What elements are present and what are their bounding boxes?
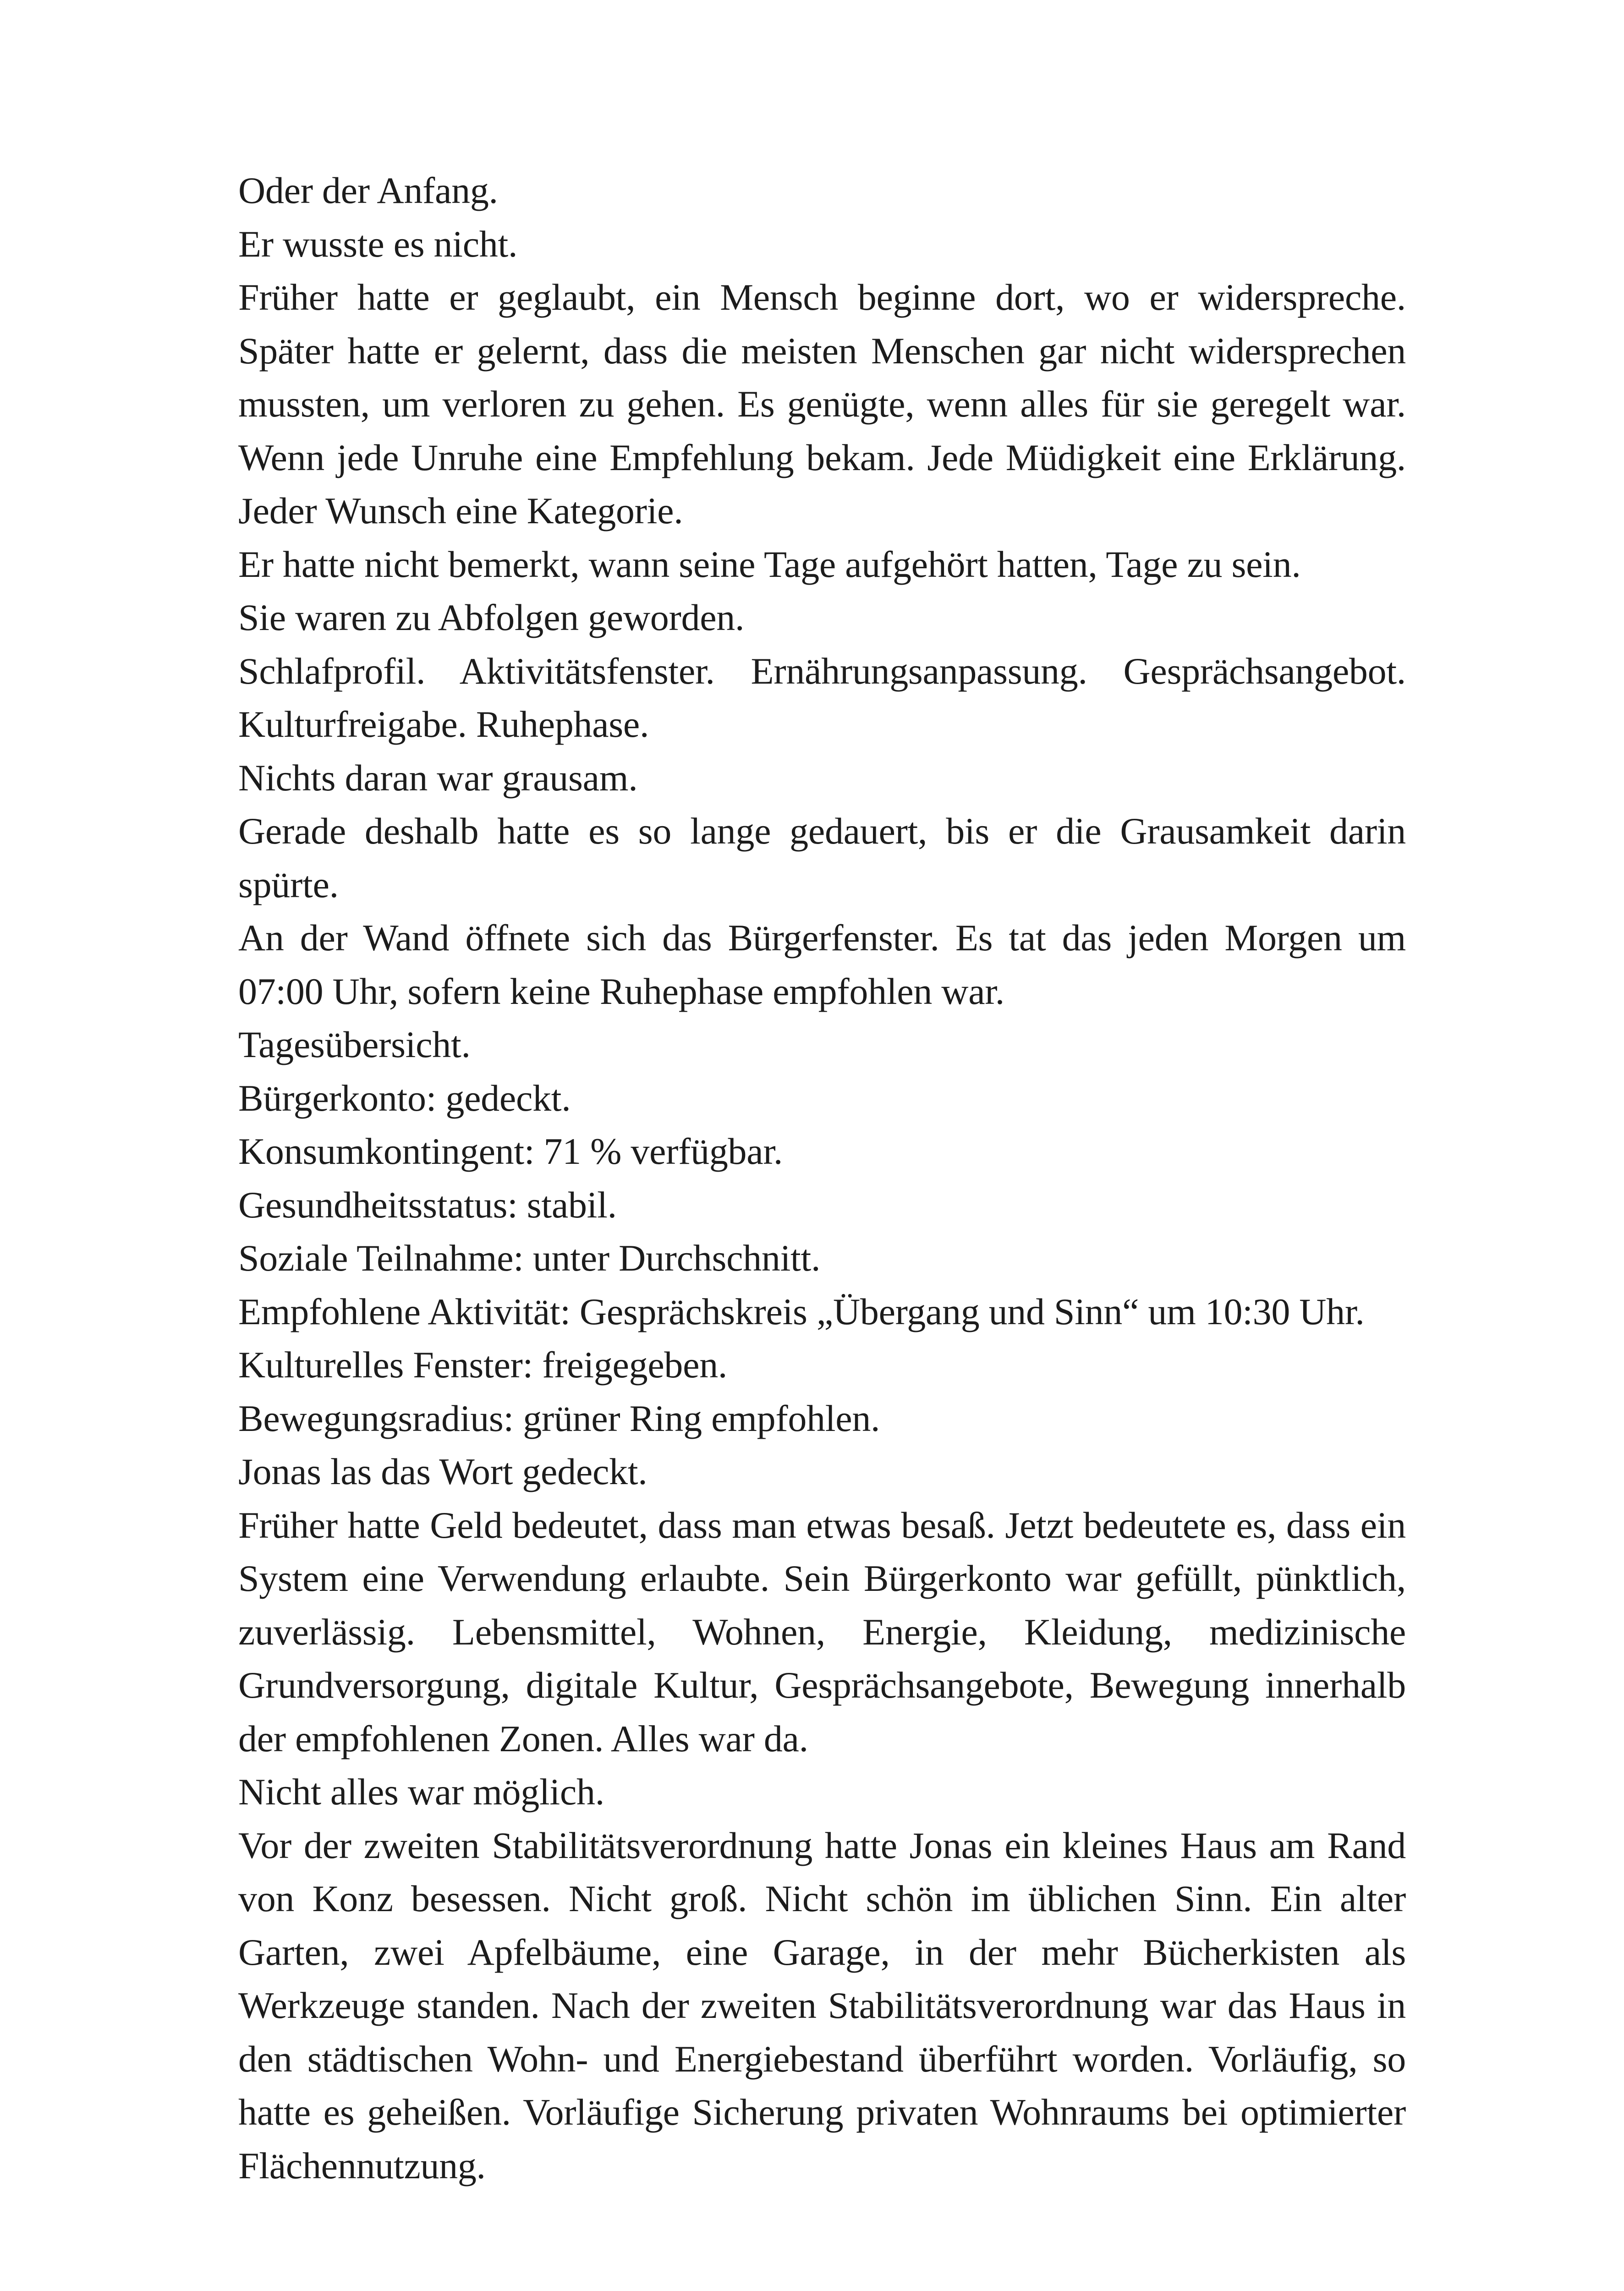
paragraph: An der Wand öffnete sich das Bürgerfenster. Es tat das jeden Morgen um 07:00 Uhr, sofern keine Ruhephase empfohlen war. [238, 917, 1406, 1012]
paragraph: Nichts daran war grausam. [238, 756, 638, 799]
paragraph: Tagesübersicht. [238, 1024, 471, 1065]
paragraph: Gesundheitsstatus: stabil. [238, 1184, 617, 1226]
paragraph: Früher hatte er geglaubt, ein Mensch beginne dort, wo er widerspreche. Später hatte er gelernt, dass die meisten Menschen gar nicht widersprechen mussten, um verloren zu gehen. Es genügte, wenn alles für sie geregelt war. Wenn jede Unruhe eine Empfehlung bekam. Jede Müdigkeit eine Erklärung. Jeder Wunsch eine Kategorie. [238, 276, 1406, 532]
paragraph: Kulturelles Fenster: freigegeben. [238, 1344, 728, 1386]
paragraph: Konsumkontingent: 71 % verfügbar. [238, 1130, 783, 1172]
paragraph: Er hatte nicht bemerkt, wann seine Tage aufgehört hatten, Tage zu sein. [238, 543, 1301, 585]
paragraph: Bürgerkonto: gedeckt. [238, 1077, 571, 1119]
body-text [238, 164, 1406, 2192]
paragraph: Er wusste es nicht. [238, 223, 518, 265]
paragraph: Oder der Anfang. [238, 170, 498, 211]
paragraph: Früher hatte Geld bedeutet, dass man etwas besaß. Jetzt bedeutete es, dass ein System eine Verwendung erlaubte. Sein Bürgerkonto war gefüllt, pünktlich, zuverlässig. Lebensmittel, Wohnen, Energie, Kleidung, medizinische Grundversorgung, digitale Kultur, Gesprächsangebote, Bewegung innerhalb der empfohlenen Zonen. Alles war da. [238, 1504, 1406, 1759]
paragraph: Schlafprofil. Aktivitätsfenster. Ernährungsanpassung. Gesprächsangebot. Kulturfreigabe. Ruhephase. [238, 650, 1406, 745]
paragraph: Soziale Teilnahme: unter Durchschnitt. [238, 1237, 821, 1279]
paragraph: Nicht alles war möglich. [238, 1771, 604, 1813]
paragraph: Vor der zweiten Stabilitätsverordnung hatte Jonas ein kleines Haus am Rand von Konz besessen. Nicht groß. Nicht schön im üblichen Sinn. Ein alter Garten, zwei Apfelbäume, eine Garage, in der mehr Bücherkisten als Werkzeuge standen. Nach der zweiten Stabilitätsverordnung war das Haus in den städtischen Wohn- und Energiebestand überführt worden. Vorläufig, so hatte es geheißen. Vorläufige Sicherung privaten Wohnraums bei optimierter Flächennutzung. [238, 1824, 1406, 2187]
paragraph: Sie waren zu Abfolgen geworden. [238, 597, 745, 638]
paragraph: Empfohlene Aktivität: Gesprächskreis „Übergang und Sinn“ um 10:30 Uhr. [238, 1290, 1365, 1332]
paragraph: Jonas las das Wort gedeckt. [238, 1451, 647, 1492]
paragraph: Gerade deshalb hatte es so lange gedauert, bis er die Grausamkeit darin spürte. [238, 810, 1406, 905]
paragraph: Bewegungsradius: grüner Ring empfohlen. [238, 1397, 880, 1439]
